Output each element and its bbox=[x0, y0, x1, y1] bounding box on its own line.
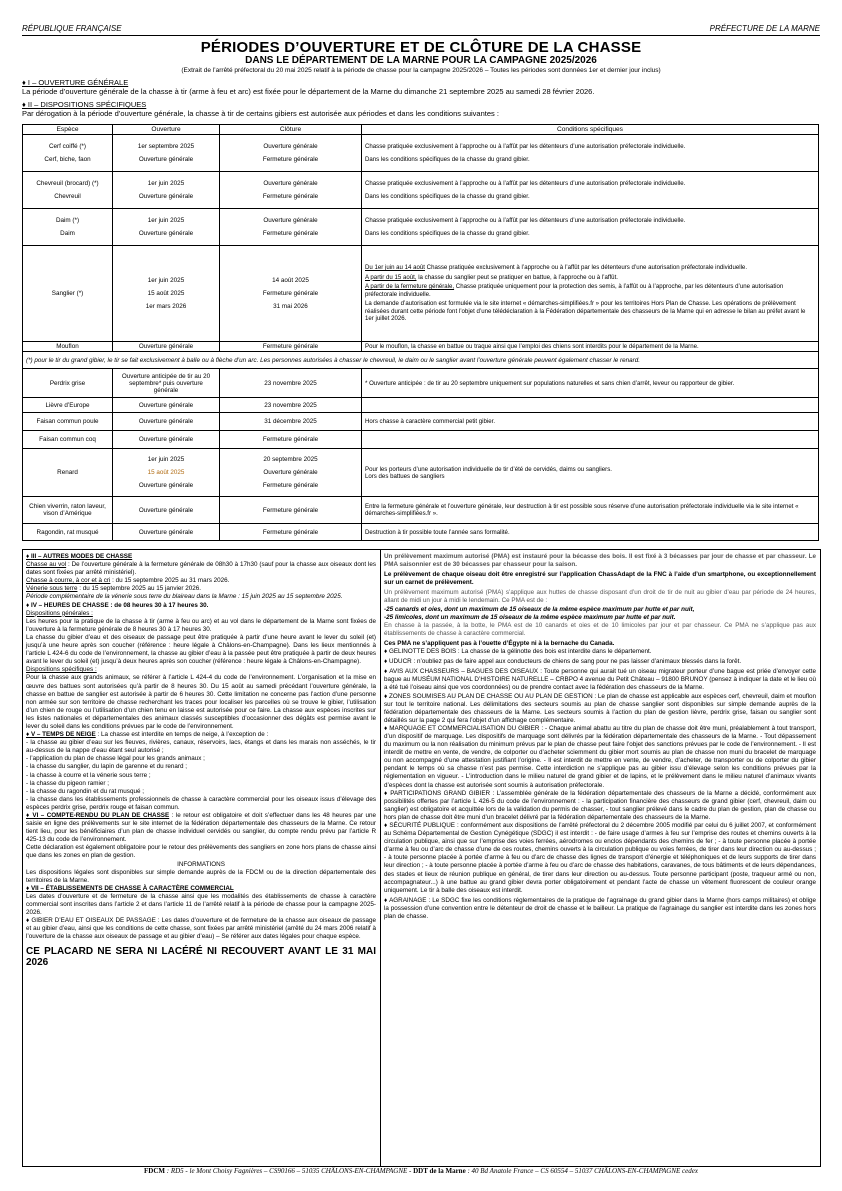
dispositions-specifiques-title: Dispositions spécifiques : bbox=[26, 666, 97, 674]
gibier-eau: ♦ GIBIER D’EAU ET OISEAUX DE PASSAGE : Les dates d’ouverture et de fermeture de la chasse aux oiseaux de passage et au gibier d’eau, ainsi que les conditions de cette chasse, sont fixées par arrêté ministériel (arrêté du 24 mars 2006 relatif à l’ouverture de la chasse aux oiseaux de passage et au gibier d’eau) – Se référer aux dates légales pour chaque espèce. bbox=[26, 917, 376, 941]
cloture-line: Ouverture générale bbox=[263, 180, 318, 187]
cell-cloture bbox=[220, 209, 362, 246]
cell-ouverture bbox=[113, 449, 220, 497]
cell-espece: Faisan commun coq bbox=[23, 431, 113, 449]
cell-cloture bbox=[220, 172, 362, 209]
marquage-commercialisation: ♦ MARQUAGE ET COMMERCIALISATION DU GIBIER : - Chaque animal abattu au titre du plan de chasse doit être muni, préalablement à tout transport, d’un dispositif de marquage. Les dispositifs de marquage sont délivrés par la fédération départementale des chasseurs de la Marne. - Tout dépassement du maximum ou la non réalisation du minimum prévus par le plan de chasse peut faire l’objet des sanctions prévues par le code de l’environnement. - Il est interdit de mettre en vente, de vendre, de colporter ou d’acheter sciemment du gibier mort soumis au plan de chasse non muni du bracelet de marquage ou non accompagné d’une attestation justifiant l’origine. - Il est interdit de mettre en vente, de vendre, d’acheter, de transporter ou de colporter du gibier pendant le temps où sa chasse n’est pas permise. Cette interdiction ne s’applique pas au gibier issu d’élevage selon les conditions prévues par la réglementation en vigueur. - L’introduction dans le milieu naturel de grand gibier et de lapins, et le prélèvement dans le milieu naturel d’animaux vivants d’espèces dont la chasse est autorisée sont soumis à autorisation préfectorale. bbox=[384, 724, 816, 789]
table-row-chien-viverrin bbox=[23, 497, 819, 524]
bottom-columns bbox=[22, 549, 821, 1167]
cell-conditions: Destruction à tir possible toute l’année sans formalité. bbox=[362, 524, 819, 541]
table-row-daim bbox=[23, 209, 819, 246]
header-espece: Espèce bbox=[23, 125, 113, 135]
venerie-sous-terre bbox=[26, 585, 376, 593]
ouverture-line: Ouverture générale bbox=[138, 230, 194, 237]
condition-line: Dans les conditions spécifiques de la chasse du grand gibier. bbox=[365, 193, 530, 200]
condition-text: Chasse pratiquée exclusivement à l’approche ou à l’affût par les détenteurs d’une autorisation préfectorale individuelle. bbox=[424, 264, 748, 272]
informations-title: INFORMATIONS bbox=[177, 860, 225, 868]
ouverture-line: 15 août 2025 bbox=[147, 469, 185, 476]
agrainage: ♦ AGRAINAGE : Le SDGC fixe les conditions réglementaires de la pratique de l’agrainage du grand gibier dans la Marne (hors camps militaires) et oblige la possession d’une convention entre le détenteur de droit de chasse et le bailleur. La pratique de l’agrainage du sanglier est interdite dans les zones hors plan de chasse. bbox=[384, 896, 816, 921]
cloture-line: Ouverture générale bbox=[263, 469, 318, 476]
condition-line: Lors des battues de sangliers bbox=[365, 472, 445, 480]
placard-warning: CE PLACARD NE SERA NI LACÉRÉ NI RECOUVERT AVANT LE 31 MAI 2026 bbox=[26, 945, 376, 968]
header-cloture: Clôture bbox=[220, 125, 362, 135]
cell-cloture: 23 novembre 2025 bbox=[220, 398, 362, 413]
cloture-line: Fermeture générale bbox=[262, 482, 319, 489]
table-row-mouflon bbox=[23, 342, 819, 352]
footer-ddt: DDT de la Marne bbox=[413, 1167, 466, 1175]
neige-item: - la chasse au gibier d’eau sur les fleuves, rivières, canaux, réservoirs, lacs, étangs et dans les marais non asséchés, le tir au-dessus de la nappe d’eau étant seul autorisé ; bbox=[26, 739, 376, 755]
header-republique: RÉPUBLIQUE FRANÇAISE bbox=[22, 24, 122, 33]
dispositions-generales-2: La chasse du gibier d’eau et des oiseaux de passage peut être pratiquée à partir d’une heure avant le lever du soleil (et) jusqu’à une heure après son coucher (référence : heure légale à Châlons-en-Champagne). Dans les lieux mentionnés à l’article L 424-6 du code de l’environnement, la chasse au gibier d’eau à la passée peut être pratiquée à partir de deux heures avant le lever du soleil (et) jusqu’à deux heures après son coucher (référence : heure légale à Châlons-en-Champagne). bbox=[26, 633, 376, 666]
section-1-title: ♦ I – OUVERTURE GÉNÉRALE bbox=[22, 78, 129, 87]
cell-espece bbox=[23, 172, 113, 209]
cloture-line: Fermeture générale bbox=[262, 193, 319, 200]
cell-conditions bbox=[362, 246, 819, 342]
table-note-row bbox=[23, 352, 819, 369]
cell-ouverture: Ouverture générale bbox=[113, 342, 220, 352]
section-1-text: La période d’ouverture générale de la chasse à tir (arme à feu et arc) est fixée pour le département de la Marne du dimanche 21 septembre 2025 au samedi 28 février 2026. bbox=[22, 87, 595, 96]
cell-ouverture: Ouverture générale bbox=[113, 524, 220, 541]
text: : De l’ouverture générale à la fermeture générale de 08h30 à 17h30 (sauf pour la chasse aux oiseaux dont les dates sont fixées par arrêté ministériel). bbox=[26, 561, 376, 577]
cell-conditions bbox=[362, 431, 819, 449]
table-row-renard bbox=[23, 449, 819, 497]
cell-cloture: Fermeture générale bbox=[220, 497, 362, 524]
header-divider bbox=[22, 35, 820, 36]
ouverture-line: 15 août 2025 bbox=[147, 290, 185, 297]
cell-espece: Chien viverrin, raton laveur, vison d’Amérique bbox=[23, 497, 113, 524]
cell-espece: Ragondin, rat musqué bbox=[23, 524, 113, 541]
cell-espece: Sanglier (*) bbox=[23, 246, 113, 342]
ouverture-line: 1er juin 2025 bbox=[147, 277, 185, 284]
section-7-text: Les dates d’ouverture et de fermeture de la chasse ainsi que les modalités des établissements de chasse à caractère commercial sont inscrites dans l’article 2 et dans l’article 11 de l’arrêté relatif à la période de chasse pour la campagne 2025-2026. bbox=[26, 892, 376, 917]
footer-fdcm-address: : RD5 - le Mont Choisy Fagnières – CS90166 – 51035 CHÂLONS-EN-CHAMPAGNE bbox=[165, 1167, 408, 1175]
table-row-chevreuil bbox=[23, 172, 819, 209]
informations-text: Les dispositions légales sont disponibles sur simple demande auprès de la FDCM ou de la direction départementale des territoires de la Marne. bbox=[26, 868, 376, 884]
cell-espece: Mouflon bbox=[23, 342, 113, 352]
cell-ouverture: Ouverture générale bbox=[113, 431, 220, 449]
participations-grand-gibier: ♦ PARTICIPATIONS GRAND GIBIER : L’assemblée générale de la fédération départementale des chasseurs de la Marne a décidé, conformément aux possibilités offertes par l’article L 426-5 du code de l’environnement : - la participation financière des chasseurs de grand gibier (cerf, chevreuil, daim ou sanglier) est obligatoire et acquittée lors de la validation du permis de chasser, - tout sanglier prélevé dans le cadre du plan de gestion, plan de chasse ou hors plan de chasse doit être muni d’un bracelet délivré par la fédération départementale des chasseurs de la Marne. bbox=[384, 789, 816, 821]
pma-huttes: Un prélèvement maximum autorisé (PMA) s’applique aux huttes de chasse disposant d’un droit de tir de nuit au gibier d’eau par période de 24 heures, allant de midi un jour à midi le lendemain. Ce PMA est de : bbox=[384, 589, 816, 605]
ouverture-line: 1er juin 2025 bbox=[147, 180, 185, 187]
cloture-line: 20 septembre 2025 bbox=[263, 456, 318, 463]
pma-passee: En chasse à la passée, à la botte, le PMA est de 10 canards et oies et de 10 limicoles par jour et par chasseur. Ce PMA ne s’applique pas aux établissements de chasse à caractère commercial. bbox=[384, 621, 816, 637]
cell-espece: Lièvre d’Europe bbox=[23, 398, 113, 413]
label: Vénerie sous terre bbox=[26, 585, 78, 593]
label: Chasse à courre, à cor et à cri bbox=[26, 577, 111, 585]
dispositions-generales-title: Dispositions générales : bbox=[26, 609, 93, 617]
cell-cloture: Fermeture générale bbox=[220, 342, 362, 352]
table-row-sanglier bbox=[23, 246, 819, 342]
securite-publique: ♦ SÉCURITÉ PUBLIQUE : conformément aux dispositions de l’arrêté préfectoral du 2 décembre 2005 modifié par celui du 6 juillet 2007, et conformément au Schéma Départemental de Gestion Cynégétique (SDGC) il est interdit : - de faire usage d’armes à feu sur l’emprise des routes et chemins ouverts à la circulation publique, ainsi que sur l’emprise des voies ferrées, aérodromes ou enclos dépendants des chemins de fer ; - à toute personne placée à portée d’arme à feu ou d’arc de chasse d’une de ces routes, chemins ouverts à la circulation publique ou voies ferrées, de tirer dans leur direction ou au-dessus ; - à toute personne placée à portée d’arme à feu ou d’arc de chasse des lignes de transport d’énergie et téléphoniques et de leurs supports de tirer dans leur direction ; - à toute personne placée à portée d’arme à feu ou d’arc de chasse des habitations, caravanes, de tous bâtiments et de leurs dépendances, des stades et lieux de réunion publique en général, de tirer dans leur direction ou au-dessus. Toute personne participant (poste, traqueur armé ou non, accompagnateur...) à une battue au grand gibier devra porter obligatoirement et pendant l’acte de chasse un vêtement fluorescent de couleur orange uniquement. Le tir à balle des oiseaux est interdit. bbox=[384, 822, 816, 894]
cloture-line: Ouverture générale bbox=[263, 217, 318, 224]
cell-conditions: Pour le mouflon, la chasse en battue ou traque ainsi que l’emploi des chiens sont interdits pour le département de la Marne. bbox=[362, 342, 819, 352]
cloture-line: Fermeture générale bbox=[262, 156, 319, 163]
cell-espece: Renard bbox=[23, 449, 113, 497]
cell-ouverture bbox=[113, 135, 220, 172]
ouverture-line: Ouverture générale bbox=[138, 482, 194, 489]
ouverture-line: Ouverture générale bbox=[138, 193, 194, 200]
right-column bbox=[384, 553, 816, 921]
condition-period: Du 1er juin au 14 août bbox=[365, 264, 425, 272]
ouverture-line: 1er juin 2025 bbox=[147, 217, 185, 224]
cell-conditions bbox=[362, 209, 819, 246]
pma-canards: -25 canards et oies, dont un maximum de 15 oiseaux de la même espèce maximum par hutte et par nuit, bbox=[384, 605, 695, 613]
cell-ouverture bbox=[113, 209, 220, 246]
pma-becasse: Un prélèvement maximum autorisé (PMA) est instauré pour la bécasse des bois. Il est fixé à 3 bécasses par jour de chasse et par chasseur. Le PMA saisonnier est de 30 bécasses par chasseur pour la saison. bbox=[384, 553, 816, 569]
header-ouverture: Ouverture bbox=[113, 125, 220, 135]
header-prefecture: PRÉFECTURE DE LA MARNE bbox=[709, 24, 820, 33]
section-2-text: Par dérogation à la période d’ouverture générale, la chasse à tir de certains gibiers est autorisée aux périodes et dans les conditions suivantes : bbox=[22, 109, 499, 118]
cell-cloture: 31 décembre 2025 bbox=[220, 413, 362, 431]
temps-de-neige bbox=[26, 731, 376, 739]
gelinotte: ♦ GELINOTTE DES BOIS : La chasse de la gélinotte des bois est interdite dans le département. bbox=[384, 648, 652, 656]
chasse-a-courre bbox=[26, 577, 376, 585]
sanglier-condition-2 bbox=[365, 274, 815, 282]
footer-ddt-address: : 40 Bd Anatole France – CS 60554 – 51037 CHÂLONS-EN-CHAMPAGNE cedex bbox=[465, 1167, 698, 1175]
condition-line: Dans les conditions spécifiques de la chasse du grand gibier. bbox=[365, 230, 530, 237]
page-note: (Extrait de l’arrêté préfectoral du 20 mai 2025 relatif à la période de chasse pour la campagne 2025/2026 – Toutes les périodes sont données 1er et dernier jour inclus) bbox=[181, 67, 661, 74]
compte-rendu-2: Cette déclaration est également obligatoire pour le retour des prélèvements des sangliers en zone hors plans de chasse ainsi que dans les zones en plan de gestion. bbox=[26, 844, 376, 860]
cell-conditions bbox=[362, 172, 819, 209]
cloture-line: Fermeture générale bbox=[262, 290, 319, 297]
neige-item: - la chasse à courre et la vénerie sous terre ; bbox=[26, 771, 151, 779]
cell-cloture bbox=[220, 246, 362, 342]
neige-item: - la chasse du pigeon ramier ; bbox=[26, 779, 109, 787]
ouverture-line: 1er juin 2025 bbox=[147, 456, 185, 463]
column-divider bbox=[380, 550, 381, 1166]
page-subtitle: DANS LE DÉPARTEMENT DE LA MARNE POUR LA CAMPAGNE 2025/2026 bbox=[245, 55, 597, 66]
espece-line: Daim bbox=[60, 230, 75, 237]
cell-ouverture bbox=[113, 172, 220, 209]
cell-conditions: Entre la fermeture générale et l’ouverture générale, leur destruction à tir est possible sous réserve d’une autorisation préfectorale individuelle via le site internet « démarches-simplifiées.fr ». bbox=[362, 497, 819, 524]
text: : le retour est obligatoire et doit s’effectuer dans les 48 heures par une saisie en ligne des prélèvements sur le site internet de la fédération départementale des chasseurs de la Marne. Ce retour tient lieu, pour les bénéficiaires d’un plan de chasse individuel cervidés ou sanglier, du compte rendu prévu par l’article R 425-13 du code de l’environnement. bbox=[26, 812, 376, 844]
venerie-complementaire: Période complémentaire de la vénerie sous terre du blaireau dans la Marne : 15 juin 2025 au 15 septembre 2025. bbox=[26, 593, 343, 601]
espece-line: Chevreuil (brocard) (*) bbox=[36, 180, 99, 187]
cloture-line: Ouverture générale bbox=[263, 143, 318, 150]
zones-plan-chasse: ♦ ZONES SOUMISES AU PLAN DE CHASSE OU AU PLAN DE GESTION : Le plan de chasse est applicable aux espèces cerf, chevreuil, daim et mouflon sur tout le territoire national. Les délimitations des secteurs soumis au plan de chasse sanglier sont disponibles sur simple demande auprès de la fédération départementale des chasseurs de la Marne. Les secteurs soumis à l’action du plan de gestion lièvre, perdrix grise, faisan ou sanglier sont détaillés sur la page 2 qui fera l’objet d’un affichage complémentaire. bbox=[384, 692, 816, 724]
condition-line: Pour les porteurs d’une autorisation individuelle de tir d’été de cervidés, daims ou sangliers. bbox=[365, 465, 612, 473]
cell-espece: Faisan commun poule bbox=[23, 413, 113, 431]
section-ouverture-generale bbox=[22, 78, 820, 96]
table-row-ragondin bbox=[23, 524, 819, 541]
table-row-cerf bbox=[23, 135, 819, 172]
cell-ouverture: Ouverture générale bbox=[113, 398, 220, 413]
pma-limicoles: -25 limicoles, dont un maximum de 15 oiseaux de la même espèce maximum par hutte et par nuit. bbox=[384, 613, 676, 621]
text: : du 15 septembre 2025 au 15 janvier 2026. bbox=[77, 585, 202, 593]
espece-line: Cerf coiffé (*) bbox=[49, 143, 86, 150]
table-row-lievre bbox=[23, 398, 819, 413]
cell-cloture: 23 novembre 2025 bbox=[220, 369, 362, 398]
table-row-faisan-coq bbox=[23, 431, 819, 449]
condition-line: Chasse pratiquée exclusivement à l’approche ou à l’affût par les détenteurs d’une autorisation préfectorale individuelle. bbox=[365, 143, 686, 150]
cell-espece: Perdrix grise bbox=[23, 369, 113, 398]
ouverture-line: 1er mars 2026 bbox=[145, 303, 187, 310]
cell-cloture: Fermeture générale bbox=[220, 431, 362, 449]
condition-line: Chasse pratiquée exclusivement à l’approche ou à l’affût par les détenteurs d’une autorisation préfectorale individuelle. bbox=[365, 180, 686, 187]
cell-ouverture: Ouverture générale bbox=[113, 497, 220, 524]
label: Chasse au vol bbox=[26, 561, 67, 569]
cell-conditions: Hors chasse à caractère commercial petit gibier. bbox=[362, 413, 819, 431]
species-table bbox=[22, 124, 819, 541]
section-2-title: ♦ II – DISPOSITIONS SPÉCIFIQUES bbox=[22, 100, 147, 109]
espece-line: Cerf, biche, faon bbox=[44, 156, 91, 163]
cell-ouverture: Ouverture anticipée de tir au 20 septembre* puis ouverture générale bbox=[113, 369, 220, 398]
section-6-title: ♦ VI – COMPTE-RENDU DU PLAN DE CHASSE bbox=[26, 812, 170, 819]
condition-text: la chasse du sanglier peut se pratiquer en battue, à l’approche ou à l’affût. bbox=[416, 273, 618, 281]
section-5-title: ♦ V – TEMPS DE NEIGE bbox=[26, 731, 96, 739]
cell-espece bbox=[23, 209, 113, 246]
pma-chassadapt: Le prélèvement de chaque oiseau doit être enregistré sur l’application ChassAdapt de la FNC à l’aide d’un smartphone, ou exceptionnellement sur un carnet de prélèvement. bbox=[384, 571, 816, 587]
footer-fdcm: FDCM bbox=[144, 1167, 166, 1175]
sanglier-condition-4: La demande d’autorisation est formulée via le site internet « démarches-simplifiées.fr » pour les territoires Hors Plan de Chasse. Les opérations de prélèvement réalisées durant cette période font l’objet d’une télédéclaration à la Fédération départementale des chasseurs de la Marne qui en adresse le bilan au préfet avant le 1er juillet 2026. bbox=[365, 300, 806, 323]
table-row-perdrix bbox=[23, 369, 819, 398]
cloture-line: 31 mai 2026 bbox=[273, 303, 308, 310]
left-column bbox=[26, 553, 376, 968]
neige-item: - l’application du plan de chasse légal pour les grands animaux ; bbox=[26, 755, 205, 763]
compte-rendu bbox=[26, 812, 376, 844]
cloture-line: 14 août 2025 bbox=[272, 277, 309, 284]
section-7-title: ♦ VII – ÉTABLISSEMENTS DE CHASSE À CARACTÈRE COMMERCIAL bbox=[26, 884, 234, 892]
header-conditions: Conditions spécifiques bbox=[362, 125, 819, 135]
cell-conditions: * Ouverture anticipée : de tir au 20 septembre uniquement sur populations naturelles et sans chien d’arrêt, leveur ou rapporteur de gibier. bbox=[362, 369, 819, 398]
section-dispositions bbox=[22, 100, 820, 118]
dispositions-generales-1: Les heures pour la pratique de la chasse à tir (arme à feu ou arc) et au vol dans le département de la Marne sont fixées de l’ouverture à la fermeture générale de 8 heures 30 à 17 heures 30. bbox=[26, 617, 376, 633]
uducr: ♦ UDUCR : n’oubliez pas de faire appel aux conducteurs de chiens de sang pour ne pas laisser d’animaux blessés dans la forêt. bbox=[384, 658, 742, 666]
section-4-title: ♦ IV – HEURES DE CHASSE : de 08 heures 30 à 17 heures 30. bbox=[26, 601, 209, 609]
table-note: (*) pour le tir du grand gibier, le tir se fait exclusivement à balle ou à flèche d’un arc. Les personnes autorisées à chasser le chevreuil, le daim ou le sanglier avant l’ouverture générale peuvent également chasser le renard. bbox=[23, 352, 819, 369]
condition-line: Chasse pratiquée exclusivement à l’approche ou à l’affût par les détenteurs d’une autorisation préfectorale individuelle. bbox=[365, 217, 686, 224]
pma-exceptions: Ces PMA ne s’appliquent pas à l’ouette d’Égypte ni à la bernache du Canada. bbox=[384, 639, 615, 647]
cell-conditions bbox=[362, 449, 819, 497]
condition-period: A partir du 15 août, bbox=[365, 273, 417, 281]
condition-line: Dans les conditions spécifiques de la chasse du grand gibier. bbox=[365, 156, 530, 163]
text: : La chasse est interdite en temps de neige, à l’exception de : bbox=[95, 731, 269, 739]
neige-item: - la chasse du sanglier, du lapin de garenne et du renard ; bbox=[26, 763, 188, 771]
espece-line: Daim (*) bbox=[55, 217, 80, 224]
ouverture-line: 1er septembre 2025 bbox=[137, 143, 195, 150]
cell-cloture: Fermeture générale bbox=[220, 524, 362, 541]
cell-ouverture bbox=[113, 246, 220, 342]
chasse-au-vol bbox=[26, 561, 376, 577]
cloture-line: Fermeture générale bbox=[262, 230, 319, 237]
cell-conditions bbox=[362, 135, 819, 172]
section-3-title: ♦ III – AUTRES MODES DE CHASSE bbox=[26, 553, 133, 560]
cell-conditions bbox=[362, 398, 819, 413]
ouverture-line: Ouverture générale bbox=[138, 156, 194, 163]
sanglier-condition-3 bbox=[365, 283, 815, 298]
bagues-oiseaux: ♦ AVIS AUX CHASSEURS – BAGUES DES OISEAUX : Toute personne qui aurait tué un oiseau migrateur porteur d’une bague est priée d’envoyer cette bague au MUSÉUM NATIONAL D’HISTOIRE NATURELLE – CRBPO 4 avenue du Petit Château – 91800 BRUNOY (pensez à indiquer la date et le lieu où a été tué l’oiseau ainsi que vos coordonnées) ou de prendre contact avec la fédération des chasseurs de la Marne. bbox=[384, 668, 816, 692]
condition-text: Chasse pratiquée uniquement pour la protection des semis, à l’affût ou à l’approche, par les détenteurs d’une autorisation préfectorale individuelle. bbox=[365, 283, 784, 298]
neige-item: - la chasse du ragondin et du rat musqué ; bbox=[26, 787, 144, 795]
page-title: PÉRIODES D’OUVERTURE ET DE CLÔTURE DE LA CHASSE bbox=[200, 39, 642, 56]
sanglier-condition-1 bbox=[365, 264, 815, 272]
condition-period: A partir de la fermeture générale, bbox=[365, 283, 455, 291]
dispositions-specifiques-1: Pour la chasse aux grands animaux, se référer à l’article L 424-4 du code de l’environnement. L’organisation et la mise en œuvre des battues sont autorisées qu’à partir de 8 heures 30. Du 15 août au samedi précédant l’ouverture générale, la chasse en battue de sanglier est autorisée à partir de 6 heures 30. Cette limitation ne concerne pas l’action d’une personne non armée sur son territoire de chasse recherchant les traces pour localiser les parcelles où se trouve le gibier, l’utilisation d’un chien de rouge ou l’utilisation d’un chien tenu en laisse est autorisée pour ce faire. La chasse aux espèces inscrites sur les listes nationales et départementales des animaux classés susceptibles d’occasionner des dégâts est permise avant le lever du soleil dans les conditions prévues par le code de l’environnement. bbox=[26, 674, 376, 730]
cell-espece bbox=[23, 135, 113, 172]
table-header-row bbox=[23, 125, 819, 135]
text: : du 15 septembre 2025 au 31 mars 2026. bbox=[110, 577, 230, 585]
cell-ouverture: Ouverture générale bbox=[113, 413, 220, 431]
cell-cloture bbox=[220, 135, 362, 172]
neige-item: - la chasse dans les établissements professionnels de chasse à caractère commercial pour les oiseaux issus d’élevage des espèces perdrix grise, perdrix rouge et faisan commun. bbox=[26, 795, 376, 811]
footer: FDCM : RD5 - le Mont Choisy Fagnières – CS90166 – 51035 CHÂLONS-EN-CHAMPAGNE - DDT de la Marne : 40 Bd Anatole France – CS 60554 – 51037 CHÂLONS-EN-CHAMPAGNE cedex bbox=[144, 1167, 698, 1175]
table-row-faisan-poule bbox=[23, 413, 819, 431]
espece-line: Chevreuil bbox=[54, 193, 81, 200]
cell-cloture bbox=[220, 449, 362, 497]
